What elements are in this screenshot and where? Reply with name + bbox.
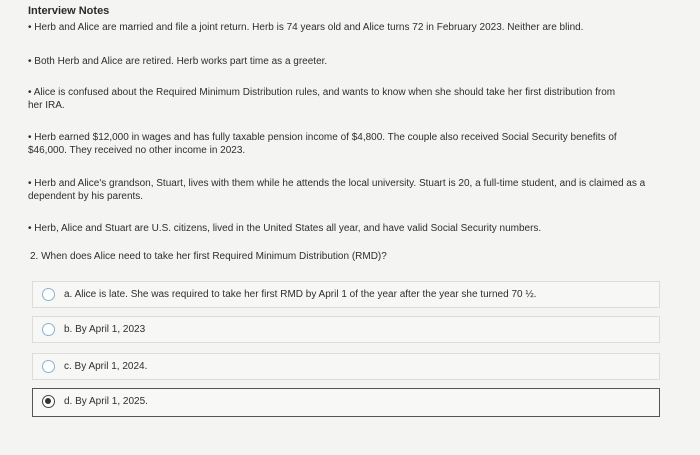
radio-button[interactable] — [42, 323, 55, 336]
radio-button[interactable] — [42, 360, 55, 373]
note-item: • Herb and Alice's grandson, Stuart, lives with them while he attends the local university. Stuart is 20, a full-time student, and is claimed as a dependent by his parents. — [28, 178, 646, 202]
option-label: d. By April 1, 2025. — [64, 396, 148, 407]
option-label: b. By April 1, 2023 — [64, 324, 146, 335]
note-item: • Herb and Alice are married and file a joint return. Herb is 74 years old and Alice turns 72 in February 2023. Neither are blind. — [28, 22, 584, 33]
answer-option-d[interactable] — [32, 388, 660, 417]
answer-option-c[interactable] — [32, 353, 660, 380]
note-item: • Alice is confused about the Required Minimum Distribution rules, and wants to know when she should take her first distribution from her IRA. — [28, 87, 616, 111]
answer-option-a[interactable] — [32, 281, 660, 308]
option-label: a. Alice is late. She was required to take her first RMD by April 1 of the year after the year she turned 70 ½. — [64, 289, 537, 300]
page-title: Interview Notes — [28, 5, 110, 17]
note-item: • Both Herb and Alice are retired. Herb works part time as a greeter. — [28, 56, 328, 67]
radio-button-selected[interactable] — [42, 395, 55, 408]
note-item: • Herb earned $12,000 in wages and has fully taxable pension income of $4,800. The couple also received Social Security benefits of $46,000. They received no other income in 2023. — [28, 132, 617, 156]
note-item: • Herb, Alice and Stuart are U.S. citizens, lived in the United States all year, and have valid Social Security numbers. — [28, 223, 542, 234]
radio-button[interactable] — [42, 288, 55, 301]
option-label: c. By April 1, 2024. — [64, 361, 148, 372]
answer-option-b[interactable] — [32, 316, 660, 343]
question-text: 2. When does Alice need to take her first Required Minimum Distribution (RMD)? — [30, 251, 387, 262]
